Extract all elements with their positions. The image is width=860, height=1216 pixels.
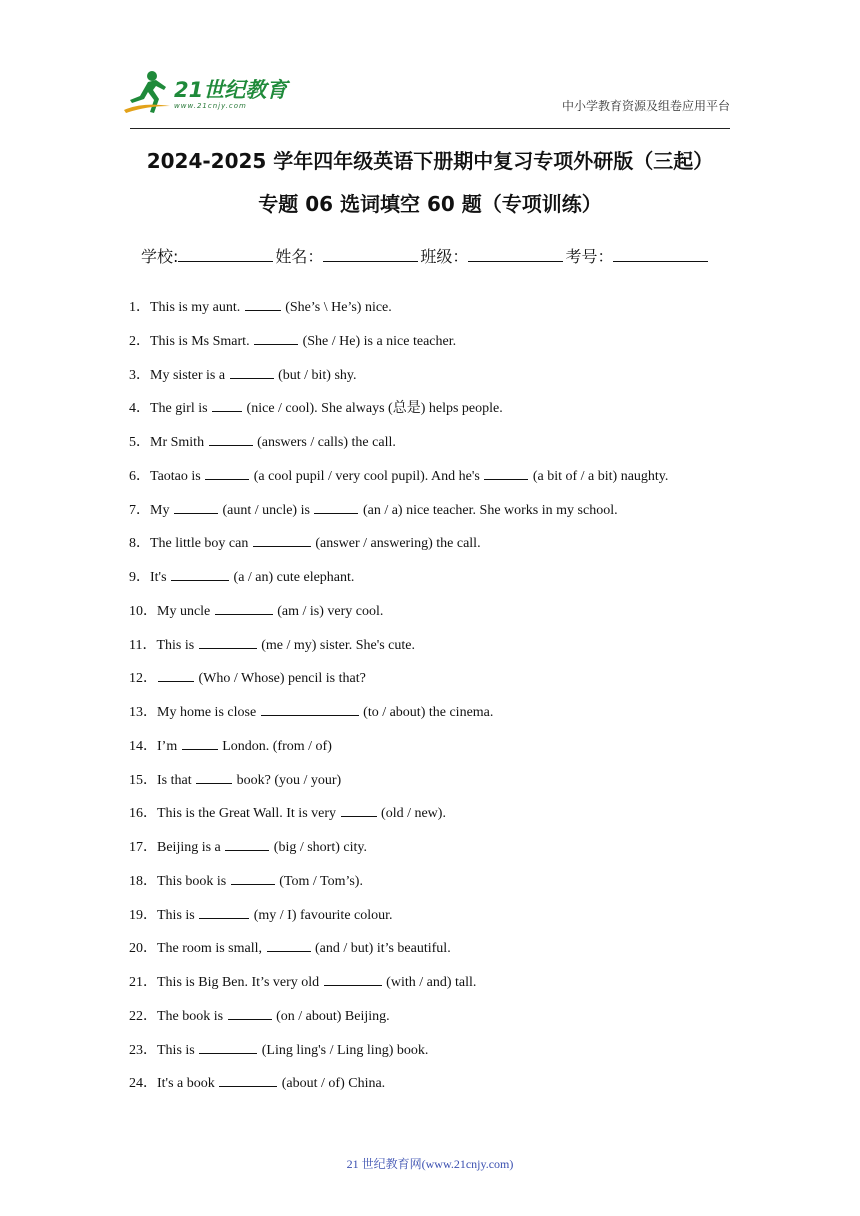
question-text-before: The book is — [157, 1008, 227, 1024]
question-number: 16． — [129, 806, 157, 822]
question-number: 17． — [129, 840, 157, 855]
question-text-after: (on / about) Beijing. — [272, 1008, 390, 1024]
question-number: 20． — [129, 941, 157, 957]
question-number: 6． — [129, 468, 150, 484]
worksheet-title: 2024-2025 学年四年级英语下册期中复习专项外研版（三起） — [146, 149, 714, 173]
question-text-after: (my / I) favourite colour. — [250, 907, 393, 923]
answer-blank[interactable] — [231, 870, 275, 885]
answer-blank[interactable] — [484, 465, 528, 480]
answer-blank[interactable] — [267, 937, 311, 952]
answer-blank[interactable] — [225, 836, 269, 851]
question-number: 24． — [129, 1076, 157, 1092]
question-item — [129, 836, 739, 870]
page-header — [0, 0, 860, 132]
school-blank[interactable] — [178, 245, 273, 262]
question-text-after: London. (from / of) — [218, 738, 332, 754]
class-label: 班级： — [420, 247, 469, 266]
question-text-before: My — [150, 502, 173, 518]
question-item — [129, 566, 739, 600]
question-text-after: (am / is) very cool. — [273, 603, 384, 619]
question-text-after: (She’s \ He’s) nice. — [281, 300, 392, 315]
question-text-after: (nice / cool). She always (总是) helps people. — [243, 401, 503, 417]
question-text-after: (answer / answering) the call. — [311, 536, 481, 552]
question-text-after: (a cool pupil / very cool pupil). And he's — [250, 468, 484, 484]
question-number: 21． — [129, 975, 157, 990]
question-text-before: The little boy can — [150, 536, 252, 552]
answer-blank[interactable] — [199, 1039, 257, 1054]
question-item — [129, 499, 739, 533]
answer-blank[interactable] — [209, 431, 253, 446]
question-text-after: (answers / calls) the call. — [253, 435, 396, 450]
question-item — [129, 600, 739, 634]
question-text-before: The room is small, — [157, 941, 266, 957]
platform-tagline: 中小学教育资源及组卷应用平台 — [561, 99, 730, 113]
question-item — [129, 465, 739, 499]
answer-blank[interactable] — [174, 499, 218, 514]
answer-blank[interactable] — [253, 532, 311, 547]
question-number: 3． — [129, 367, 150, 383]
question-item — [129, 937, 739, 971]
number-label: 考号： — [565, 247, 614, 266]
question-text-before: This is my aunt. — [150, 300, 244, 315]
answer-blank[interactable] — [158, 667, 194, 682]
question-number: 11． — [129, 637, 157, 653]
question-text-before: My uncle — [157, 603, 214, 619]
question-number: 12． — [129, 671, 157, 687]
question-number: 5． — [129, 435, 150, 450]
question-item — [129, 330, 739, 364]
name-label: 姓名： — [275, 247, 324, 266]
question-item — [129, 735, 739, 769]
question-text-before: Taotao is — [150, 468, 205, 484]
question-number: 14． — [129, 738, 157, 754]
question-text-before: It's a book — [157, 1076, 219, 1092]
question-number: 19． — [129, 907, 157, 923]
question-number: 18． — [129, 873, 157, 889]
question-number: 8． — [129, 536, 150, 552]
question-item — [129, 870, 739, 904]
answer-blank[interactable] — [261, 701, 359, 716]
answer-blank[interactable] — [230, 364, 274, 379]
question-item — [129, 971, 739, 1005]
question-text-after: (She / He) is a nice teacher. — [299, 333, 457, 349]
question-text-after: book? (you / your) — [233, 772, 342, 788]
question-text-before: This is — [156, 637, 198, 653]
question-number: 22． — [129, 1008, 157, 1024]
question-text-before: This is Ms Smart. — [150, 333, 254, 349]
question-text-after: (to / about) the cinema. — [359, 705, 494, 720]
question-number: 2． — [129, 333, 150, 349]
question-text-after: (a / an) cute elephant. — [230, 570, 355, 585]
answer-blank[interactable] — [314, 499, 358, 514]
question-text-after: (old / new). — [377, 806, 446, 822]
school-label: 学校: — [141, 247, 179, 266]
question-number: 15． — [129, 772, 157, 788]
question-text-before: This is Big Ben. It’s very old — [157, 975, 323, 990]
question-list — [129, 296, 739, 1106]
question-item — [129, 802, 739, 836]
question-item — [129, 769, 739, 803]
answer-blank[interactable] — [324, 971, 382, 986]
question-number: 7． — [129, 502, 150, 518]
question-number: 10． — [129, 603, 157, 619]
worksheet-subtitle: 专题 06 选词填空 60 题（专项训练） — [258, 192, 602, 216]
question-number: 4． — [129, 401, 150, 417]
answer-blank[interactable] — [196, 769, 232, 784]
question-text-before: My sister is a — [150, 367, 229, 383]
question-text-after: (Ling ling's / Ling ling) book. — [258, 1042, 429, 1058]
question-text-before: Is that — [157, 772, 196, 788]
runner-logo-icon — [122, 66, 178, 118]
name-blank[interactable] — [323, 245, 418, 262]
question-item — [129, 1005, 739, 1039]
answer-blank[interactable] — [212, 397, 242, 412]
question-text-before: My home is close — [157, 705, 260, 720]
page-footer: 21 世纪教育网(www.21cnjy.com) — [346, 1157, 514, 1171]
question-text-before: Beijing is a — [157, 840, 225, 855]
answer-blank[interactable] — [171, 566, 229, 581]
logo-url: www.21cnjy.com — [174, 102, 247, 110]
answer-blank[interactable] — [199, 634, 257, 649]
question-text-before: The girl is — [150, 401, 212, 417]
question-item — [129, 397, 739, 431]
question-item — [129, 296, 739, 330]
answer-blank[interactable] — [219, 1072, 277, 1087]
logo-text: 21世纪教育 — [174, 78, 288, 102]
question-text-after: (Tom / Tom’s). — [275, 873, 363, 889]
question-text-before: Mr Smith — [150, 435, 208, 450]
answer-blank[interactable] — [205, 465, 249, 480]
question-item — [129, 701, 739, 735]
question-text-before: This is the Great Wall. It is very — [157, 806, 340, 822]
question-text-before: It's — [150, 570, 171, 585]
question-text-after: (aunt / uncle) is — [218, 502, 314, 518]
question-text-after: (Who / Whose) pencil is that? — [195, 671, 366, 687]
question-text-before: This book is — [157, 873, 230, 889]
answer-blank[interactable] — [341, 802, 377, 817]
question-number: 1． — [129, 300, 150, 315]
question-number: 23． — [129, 1042, 157, 1058]
student-info-line — [141, 244, 710, 267]
question-text-end: (a bit of / a bit) naughty. — [529, 468, 669, 484]
question-text-after: (and / but) it’s beautiful. — [311, 941, 451, 957]
question-item — [129, 634, 739, 668]
header-divider — [130, 128, 730, 129]
question-item — [129, 1039, 739, 1073]
answer-blank[interactable] — [254, 330, 298, 345]
question-item — [129, 431, 739, 465]
answer-blank[interactable] — [199, 904, 249, 919]
question-item — [129, 904, 739, 938]
question-item — [129, 1072, 739, 1106]
question-text-after: (but / bit) shy. — [274, 367, 357, 383]
number-blank[interactable] — [613, 245, 708, 262]
question-item — [129, 667, 739, 701]
question-text-before: This is — [157, 907, 199, 923]
logo — [122, 66, 292, 118]
class-blank[interactable] — [468, 245, 563, 262]
answer-blank[interactable] — [245, 296, 281, 311]
question-text-after: (me / my) sister. She's cute. — [257, 637, 415, 653]
question-item — [129, 364, 739, 398]
answer-blank[interactable] — [228, 1005, 272, 1020]
question-text-before: This is — [157, 1042, 199, 1058]
question-text-after: (big / short) city. — [270, 840, 367, 855]
question-text-after: (about / of) China. — [278, 1076, 386, 1092]
question-text-end: (an / a) nice teacher. She works in my school. — [359, 502, 618, 518]
answer-blank[interactable] — [215, 600, 273, 615]
question-number: 9． — [129, 570, 150, 585]
answer-blank[interactable] — [182, 735, 218, 750]
question-number: 13． — [129, 705, 157, 720]
question-text-after: (with / and) tall. — [382, 975, 477, 990]
question-text-before: I’m — [157, 738, 181, 754]
question-item — [129, 532, 739, 566]
